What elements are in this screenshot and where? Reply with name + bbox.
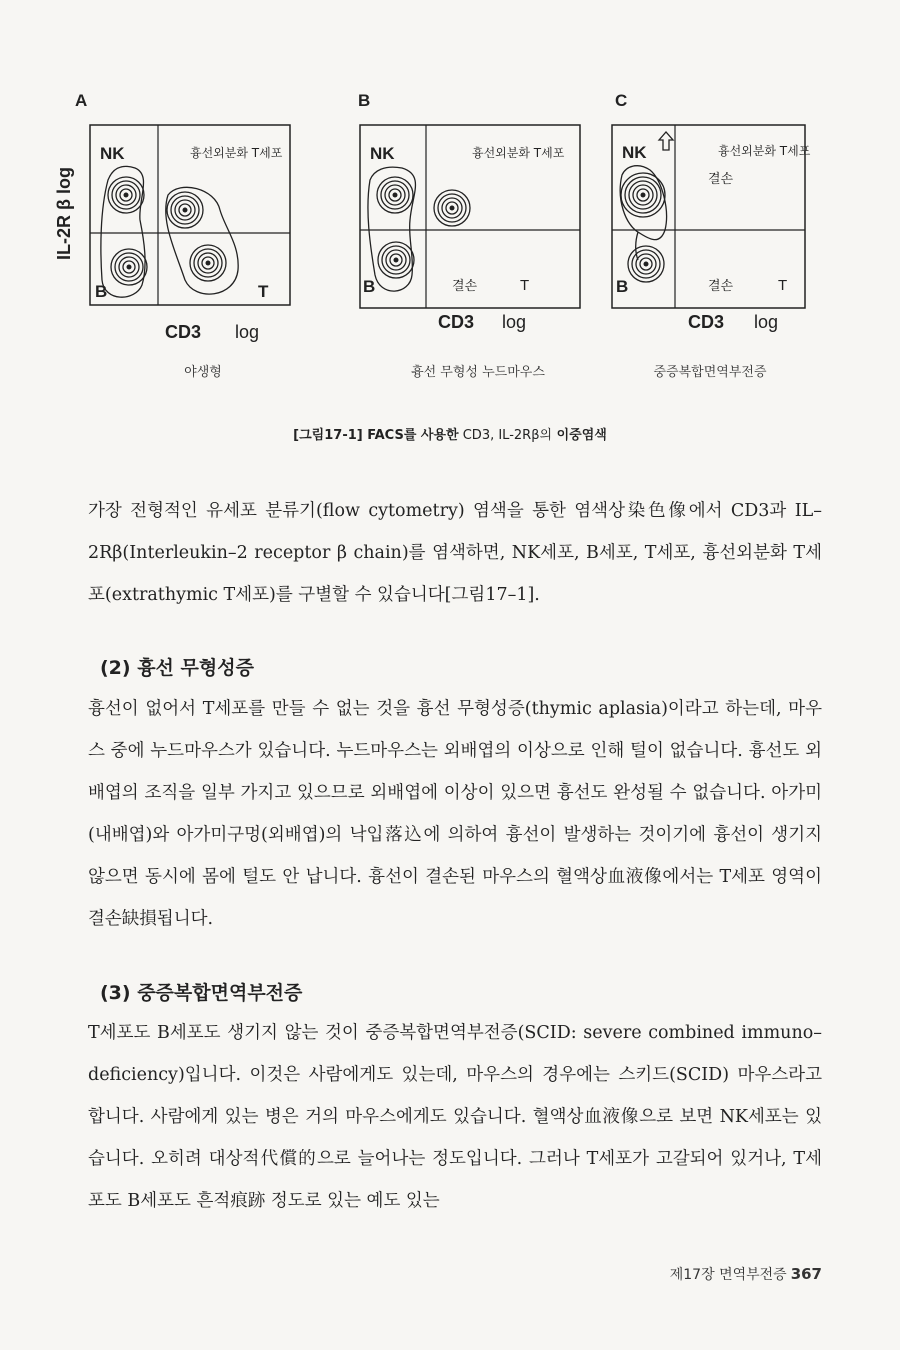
panel-a-x-cd3: CD3: [165, 322, 202, 342]
y-axis-label: IL-2R β log: [54, 167, 74, 260]
caption-rest: CD3, IL-2Rβ의: [458, 428, 553, 443]
panel-c-thymus-t: 흉선외분화 T세포: [718, 144, 811, 158]
panel-b-x-cd3: CD3: [438, 312, 475, 332]
panel-b-thymus-t: 흉선외분화 T세포: [472, 146, 565, 160]
panel-c-missing-bottom: 결손: [708, 279, 734, 294]
paragraph-3: T세포도 B세포도 생기지 않는 것이 중증복합면역부전증(SCID: severe combined immuno–deficiency)입니다. 이것은 사람에게도 있는데, 마우스의 경우에는 스키드(SCID) 마우스라고 합니다. 사람에게 있는 병은 거의 마우스에게도 있습니다. 혈액상血液像으로 보면 NK세포는 있습니다. 오히려 대상적代償的으로 늘어나는 정도입니다. 그러나 T세포가 고갈되어 있거나, T세포도 B세포도 흔적痕跡 정도로 있는 예도 있는: [88, 1023, 822, 1211]
panel-c-t: T: [778, 277, 788, 294]
paragraph-1: 가장 전형적인 유세포 분류기(flow cytometry) 염색을 통한 염색상染色像에서 CD3과 IL–2Rβ(Interleukin–2 receptor β chain)를 염색하면, NK세포, B세포, T세포, 흉선외분화 T세포(extrathymic T세포)를 구별할 수 있습니다[그림17–1].: [88, 501, 822, 605]
panel-b-nk: NK: [370, 144, 395, 163]
sublabel-wild-type: 야생형: [184, 365, 222, 380]
panel-a-b: B: [95, 282, 108, 301]
panel-a-thymus-t: 흉선외분화 T세포: [190, 146, 283, 160]
panel-b-missing: 결손: [452, 279, 478, 294]
arrow-up-icon: [659, 132, 673, 150]
panel-c-missing-top: 결손: [708, 172, 734, 187]
panel-c-letter: C: [615, 91, 628, 110]
panel-b-x-log: log: [502, 312, 527, 332]
panel-c-x-log: log: [754, 312, 779, 332]
caption-bold: [그림17-1] FACS를 사용한: [293, 428, 459, 443]
page-footer: [670, 1264, 822, 1284]
panel-a-letter: A: [75, 91, 88, 110]
facs-figure: [40, 80, 830, 370]
panel-c-b: B: [616, 277, 629, 296]
panel-a-nk: NK: [100, 144, 125, 163]
panel-c-x-cd3: CD3: [688, 312, 725, 332]
figure-caption: [0, 424, 900, 443]
footer-chapter: 제17장 면역부전증: [669, 1267, 787, 1283]
caption-end: 이중염색: [552, 428, 607, 443]
sublabel-scid: 중증복합면역부전증: [653, 365, 767, 380]
panel-c: [612, 91, 811, 332]
panel-b-letter: B: [358, 91, 371, 110]
panel-b: [358, 91, 580, 332]
panel-a-t: T: [258, 282, 269, 301]
panel-a: [75, 91, 290, 342]
heading-scid: (3) 중증복합면역부전증: [100, 982, 303, 1004]
paragraph-2: 흉선이 없어서 T세포를 만들 수 없는 것을 흉선 무형성증(thymic aplasia)이라고 하는데, 마우스 중에 누드마우스가 있습니다. 누드마우스는 외배엽의 이상으로 인해 털이 없습니다. 흉선도 외배엽의 조직을 일부 가지고 있으므로 외배엽에 이상이 있으면 흉선도 완성될 수 없습니다. 아가미(내배엽)와 아가미구멍(외배엽)의 낙입落込에 의하여 흉선이 발생하는 것이기에 흉선이 생기지 않으면 동시에 몸에 털도 안 납니다. 흉선이 결손된 마우스의 혈액상血液像에서는 T세포 영역이 결손缺損됩니다.: [88, 699, 822, 929]
page-number: 367: [790, 1265, 822, 1283]
panel-c-nk: NK: [622, 143, 647, 162]
sublabel-nude-mouse: 흉선 무형성 누드마우스: [411, 365, 545, 380]
panel-b-b: B: [363, 277, 376, 296]
panel-b-t: T: [520, 277, 530, 294]
heading-thymic-aplasia: (2) 흉선 무형성증: [100, 657, 254, 679]
panel-a-x-log: log: [235, 322, 260, 342]
